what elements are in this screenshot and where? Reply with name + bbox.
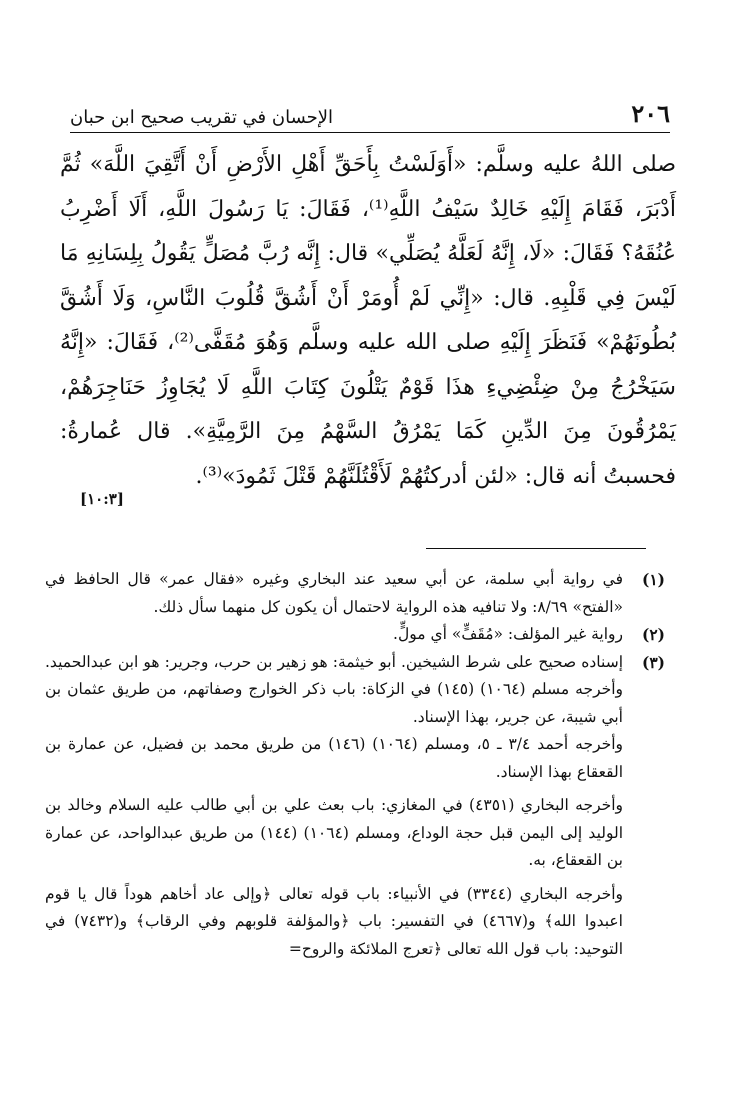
footnote-text: رواية غير المؤلف: «مُقَفٍّ» أي مولٍّ. <box>393 625 623 643</box>
footnote-paragraph: وأخرجه البخاري (٤٣٥١) في المغازي: باب بعث علي بن أبي طالب عليه السلام وخالد بن الوليد إلى اليمن قبل حجة الوداع، ومسلم (١٠٦٤) (١٤٤) من طريق عبدالواحد، عن عمارة بن القعقاع، به. <box>45 796 624 869</box>
footnote-text: إسناده صحيح على شرط الشيخين. أبو خيثمة: هو زهير بن حرب، وجرير: هو ابن عبدالحميد. وأخرجه مسلم (١٠٦٤) (١٤٥) في الزكاة: باب ذكر الخوارج وصفاتهم، من طريق عثمان بن أبي شيبة، عن جرير، بهذا الإسناد. <box>45 652 623 726</box>
footnote-3 <box>45 649 665 732</box>
footnote-rule <box>426 548 646 549</box>
header-rule <box>70 132 670 133</box>
footnote-paragraph: وأخرجه أحمد ٣/٤ ـ ٥، ومسلم (١٠٦٤) (١٤٦) من طريق محمد بن فضيل، عن عمارة بن القعقاع بهذا الإسناد. <box>45 735 624 781</box>
footnotes <box>45 566 665 963</box>
page-header <box>70 92 670 128</box>
footnote-paragraph: وأخرجه البخاري (٣٣٤٤) في الأنبياء: باب قوله تعالى ﴿وإلى عاد أخاهم هوداً قال يا قوم اعبدوا الله﴾ و(٤٦٦٧) في التفسير: باب ﴿والمؤلفة قلوبهم وفي الرقاب﴾ و(٧٤٣٢) في التوحيد: باب قول الله تعالى ﴿تعرج الملائكة والروح= <box>45 884 623 958</box>
footnote-marker: (٢) <box>641 625 665 644</box>
footnote-2 <box>45 621 665 649</box>
page-number: ٢٠٦ <box>631 99 670 128</box>
hadith-reference: [١٠:٣] <box>80 490 124 508</box>
footnote-text: في رواية أبي سلمة، عن أبي سعيد عند البخاري وغيره «فقال عمر» قال الحافظ في «الفتح» ٨/٦٩: ولا تنافيه هذه الرواية لاحتمال أن يكون كل منهما سأل ذلك. <box>45 570 623 616</box>
running-title: الإحسان في تقريب صحيح ابن حبان <box>70 107 334 128</box>
main-text <box>60 143 676 499</box>
hadith-body: صلى اللهُ عليه وسلَّم: «أَوَلَسْتُ بِأَحَقِّ أَهْلِ الأَرْضِ أَنْ أَتَّقِيَ اللَّهَ» ثُمَّ أَدْبَرَ، فَقَامَ إِلَيْهِ خَالِدٌ سَيْفُ اللَّهِ⁽¹⁾، فَقَالَ: يَا رَسُولَ اللَّهِ، أَلَا أَضْرِبُ عُنُقَهُ؟ فَقَالَ: «لَا، إِنَّهُ لَعَلَّهُ يُصَلِّي» قال: إِنَّه رُبَّ مُصَلٍّ يَقُولُ بِلِسَانِهِ مَا لَيْسَ فِي قَلْبِهِ. قال: «إِنِّي لَمْ أُومَرْ أَنْ أَشُقَّ قُلُوبَ النَّاسِ، وَلَا أَشُقَّ بُطُونَهُمْ» فَنَظَرَ إِلَيْهِ صلى الله عليه وسلَّم وَهُوَ مُقَفَّى⁽²⁾، فَقَالَ: «إِنَّهُ سَيَخْرُجُ مِنْ ضِئْضِيءِ هذَا قَوْمٌ يَتْلُونَ كِتَابَ اللَّهِ لَا يُجَاوِزُ حَنَاجِرَهُمْ، يَمْرُقُونَ مِنَ الدِّينِ كَمَا يَمْرُقُ السَّهْمُ مِنَ الرَّمِيَّةِ». قال عُمارةُ: فحسبتُ أنه قال: «لئن أدركتُهُمْ لَأَقْتُلَنَّهُمْ قَتْلَ ثَمُودَ»⁽³⁾. <box>60 152 676 489</box>
footnote-marker: (٣) <box>641 652 665 672</box>
footnote-marker: (١) <box>641 570 665 589</box>
footnote-1 <box>45 566 665 621</box>
